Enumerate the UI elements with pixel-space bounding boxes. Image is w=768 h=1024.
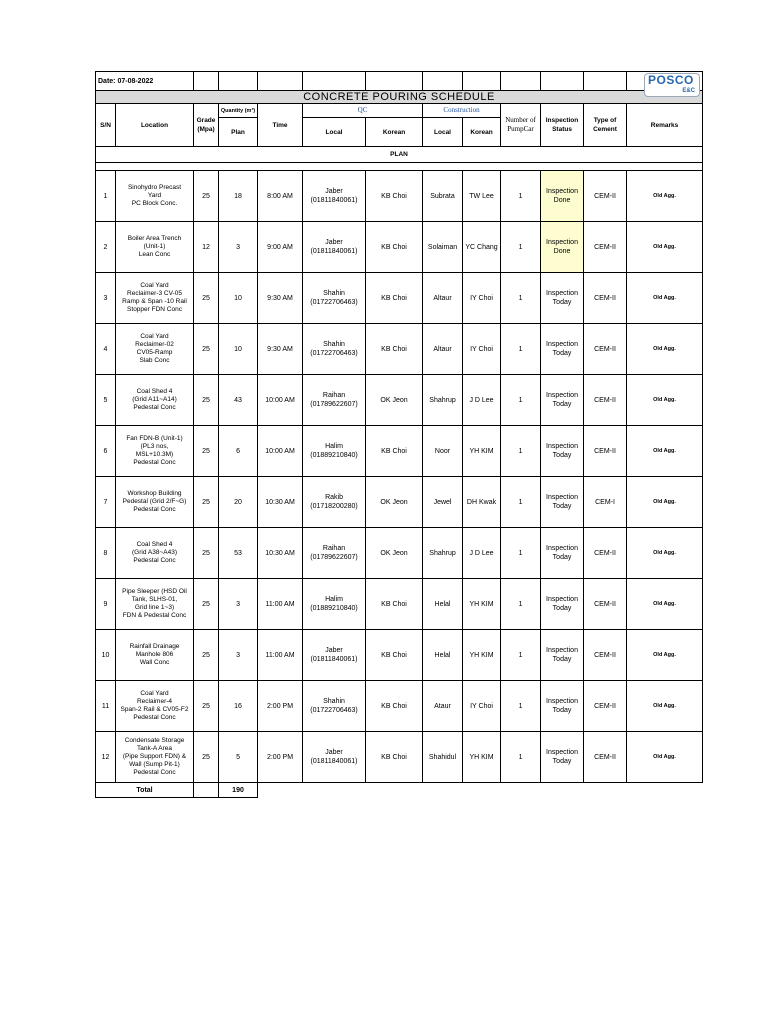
cell-remarks: Old Agg. [627,681,703,732]
cell-location-line: Tank-A Area [136,745,173,752]
cell-time: 2:00 PM [258,732,303,783]
table-row [96,273,703,324]
cell-con-local: Shahrup [423,375,463,426]
col-con-korean: Korean [463,118,501,147]
col-con-local: Local [423,118,463,147]
cell-inspection-status-line: Inspection [546,647,578,654]
cell-location-line: Pedestal (Grid 2/F~G) [122,498,187,505]
cell-pumpcar: 1 [501,579,541,630]
cell-plan: 10 [219,324,258,375]
cell-location [116,732,194,783]
cell-inspection-status [541,171,584,222]
cell-inspection-status-line: Inspection [546,341,578,348]
cell-location-line: Pedestal Conc [133,404,176,411]
cell-con-korean: YH KIM [463,426,501,477]
cell-sn: 11 [96,681,116,732]
cell-qc-korean: KB Choi [366,171,423,222]
table-row [96,579,703,630]
cell-inspection-status-line: Inspection [546,392,578,399]
cell-time: 10:00 AM [258,426,303,477]
cell-inspection-status [541,426,584,477]
cell-qc-local [303,171,366,222]
cell-con-local: Noor [423,426,463,477]
cell-inspection-status [541,579,584,630]
cell-qc-local [303,579,366,630]
cell-location [116,528,194,579]
cell-pumpcar: 1 [501,630,541,681]
col-pumpcar: Number of PumpCar [501,104,541,147]
total-label: Total [96,783,194,798]
cell-location-line: Boiler Area Trench [127,235,182,242]
table-row [96,681,703,732]
cell-cement: CEM-II [584,681,627,732]
cell-location-line: (Pipe Support FDN) & [122,753,187,760]
cell-inspection-status [541,732,584,783]
cell-qc-local-line: (01811840061) [310,656,358,663]
cell-con-korean: TW Lee [463,171,501,222]
logo-brand-text: POSCO [648,73,694,87]
total-grade-empty [194,783,219,798]
col-plan: Plan [219,118,258,147]
cell-qc-local [303,375,366,426]
cell-location-line: Pedestal Conc [133,459,176,466]
cell-sn: 9 [96,579,116,630]
cell-inspection-status [541,324,584,375]
col-sn: S/N [96,104,116,147]
cell-location-line: Span-2 Rail & CV05-F2 [120,706,189,713]
cell-qc-local [303,222,366,273]
cell-location-line: Rainfall Drainage [129,643,180,650]
cell-remarks: Old Agg. [627,375,703,426]
cell-con-korean: YH KIM [463,732,501,783]
cell-inspection-status [541,681,584,732]
cell-inspection-status [541,222,584,273]
cell-qc-korean: KB Choi [366,222,423,273]
cell-qc-local [303,273,366,324]
cell-qc-korean: KB Choi [366,681,423,732]
cell-location [116,273,194,324]
cell-inspection-status-line: Inspection [546,188,578,195]
cell-location-line: Workshop Building [127,490,182,497]
cell-time: 9:30 AM [258,324,303,375]
cell-cement: CEM-II [584,171,627,222]
cell-location [116,324,194,375]
cell-plan: 16 [219,681,258,732]
cell-qc-korean: OK Jeon [366,528,423,579]
col-grade: Grade (Mpa) [194,104,219,147]
table-row [96,375,703,426]
cell-location-line: Lean Conc [138,251,171,258]
cell-con-korean: IY Choi [463,273,501,324]
cell-qc-local-line: (01718200280) [310,503,358,510]
cell-location-line: (PL3 nos, [140,443,169,450]
cell-location-line: Tank, SLHS-01, [131,596,178,603]
cell-con-local: Altaur [423,273,463,324]
cell-inspection-status-line: Today [552,350,572,357]
cell-grade: 25 [194,324,219,375]
col-location: Location [116,104,194,147]
cell-location-line: Pedestal Conc [133,714,176,721]
cell-inspection-status-line: Today [552,707,572,714]
cell-qc-local-line: Halim [325,443,343,450]
cell-con-korean: YC Chang [463,222,501,273]
cell-location-line: Pedestal Conc [133,557,176,564]
cell-qc-korean: KB Choi [366,324,423,375]
cell-cement: CEM-II [584,579,627,630]
col-time: Time [258,104,303,147]
cell-cement: CEM-II [584,528,627,579]
cell-location-line: Coal Shed 4 [136,388,173,395]
cell-sn: 1 [96,171,116,222]
cell-location-line: Coal Yard [140,333,169,340]
cell-location [116,579,194,630]
cell-inspection-status-line: Done [553,248,571,255]
cell-location [116,477,194,528]
cell-inspection-status-line: Today [552,605,572,612]
cell-qc-korean: KB Choi [366,630,423,681]
total-row [96,783,703,798]
cell-pumpcar: 1 [501,222,541,273]
cell-sn: 4 [96,324,116,375]
cell-inspection-status-line: Inspection [546,698,578,705]
cell-grade: 25 [194,375,219,426]
cell-pumpcar: 1 [501,375,541,426]
cell-cement: CEM-II [584,273,627,324]
cell-location-line: (Grid A11~A14) [132,396,177,403]
cell-plan: 5 [219,732,258,783]
cell-con-local: Helal [423,579,463,630]
cell-inspection-status-line: Today [552,503,572,510]
cell-con-korean: YH KIM [463,630,501,681]
cell-qc-local-line: Shahin [323,341,345,348]
cell-remarks: Old Agg. [627,171,703,222]
cell-location-line: MSL+10.3M) [135,451,174,458]
cell-grade: 25 [194,273,219,324]
cell-location-line: (Grid A38~A43) [132,549,177,556]
cell-time: 9:30 AM [258,273,303,324]
spacer-row [96,163,703,171]
cell-qc-local-line: (01722706463) [310,299,358,306]
cell-remarks: Old Agg. [627,426,703,477]
cell-cement: CEM-II [584,630,627,681]
cell-time: 10:00 AM [258,375,303,426]
cell-grade: 25 [194,681,219,732]
cell-location-line: Slab Conc [139,357,170,364]
cell-qc-local-line: Shahin [323,698,345,705]
cell-con-local: Shahidul [423,732,463,783]
cell-qc-local-line: Jaber [325,188,343,195]
logo-sub-text: E&C [682,88,696,94]
cell-con-korean: J D Lee [463,528,501,579]
cell-inspection-status-line: Today [552,401,572,408]
table-row [96,171,703,222]
cell-pumpcar: 1 [501,171,541,222]
cell-pumpcar: 1 [501,273,541,324]
table-row [96,528,703,579]
page-title: CONCRETE POURING SCHEDULE [96,91,703,104]
table-row [96,732,703,783]
cell-con-korean: DH Kwak [463,477,501,528]
table-row [96,426,703,477]
cell-con-local: Helal [423,630,463,681]
cell-location-line: Reclaimer-02 [135,341,174,348]
cell-grade: 25 [194,732,219,783]
col-quantity: Quantity (m³) [219,104,258,118]
cell-qc-local [303,324,366,375]
cell-pumpcar: 1 [501,528,541,579]
cell-cement: CEM-I [584,477,627,528]
cell-plan: 10 [219,273,258,324]
cell-cement: CEM-II [584,375,627,426]
cell-pumpcar: 1 [501,681,541,732]
cell-qc-local [303,681,366,732]
col-remarks: Remarks [627,104,703,147]
cell-location-line: Pedestal Conc [133,769,176,776]
cell-inspection-status-line: Today [552,452,572,459]
cell-qc-local [303,732,366,783]
cell-plan: 3 [219,630,258,681]
cell-inspection-status-line: Done [553,197,571,204]
cell-inspection-status [541,630,584,681]
cell-remarks: Old Agg. [627,222,703,273]
cell-grade: 25 [194,528,219,579]
cell-pumpcar: 1 [501,477,541,528]
cell-location-line: FDN & Pedestal Conc [122,612,187,619]
col-qc-korean: Korean [366,118,423,147]
cell-inspection-status-line: Inspection [546,443,578,450]
cell-location-line: Yard [147,192,162,199]
cell-grade: 12 [194,222,219,273]
cell-plan: 3 [219,579,258,630]
total-plan: 190 [219,783,258,798]
cell-con-korean: YH KIM [463,579,501,630]
cell-plan: 20 [219,477,258,528]
cell-qc-local-line: Rakib [325,494,343,501]
logo-cell [627,72,703,94]
cell-location-line: Coal Yard [140,690,169,697]
cell-sn: 12 [96,732,116,783]
cell-inspection-status-line: Today [552,758,572,765]
cell-qc-korean: KB Choi [366,732,423,783]
cell-pumpcar: 1 [501,324,541,375]
cell-time: 8:00 AM [258,171,303,222]
cell-con-korean: J D Lee [463,375,501,426]
date-label: Date: 07-08-2022 [96,72,194,91]
cell-cement: CEM-II [584,222,627,273]
cell-con-korean: IY Choi [463,324,501,375]
cell-location-line: Reclaimer-4 [136,698,173,705]
cell-qc-local [303,528,366,579]
cell-inspection-status [541,528,584,579]
cell-sn: 2 [96,222,116,273]
cell-qc-local-line: Jaber [325,647,343,654]
cell-location-line: Wall Conc [139,659,170,666]
cell-remarks: Old Agg. [627,630,703,681]
cell-grade: 25 [194,171,219,222]
cell-location-line: Ramp & Span -10 Rail [122,298,187,305]
cell-location-line: Wall (Sump Pit-1) [129,761,180,768]
cell-sn: 3 [96,273,116,324]
cell-pumpcar: 1 [501,426,541,477]
cell-location-line: Manhole 806 [135,651,174,658]
cell-inspection-status [541,273,584,324]
cell-con-local: Solaiman [423,222,463,273]
cell-qc-local [303,477,366,528]
cell-location-line: Reclaimer-3 CV-05 [127,290,182,297]
cell-inspection-status-line: Inspection [546,545,578,552]
cell-sn: 10 [96,630,116,681]
cell-qc-korean: KB Choi [366,426,423,477]
table-row [96,477,703,528]
table-row [96,222,703,273]
cell-location [116,375,194,426]
cell-location-line: Coal Shed 4 [136,541,173,548]
cell-location [116,222,194,273]
cell-location-line: Coal Yard [140,282,169,289]
cell-qc-local-line: (01889210840) [310,605,358,612]
cell-con-local: Subrata [423,171,463,222]
cell-location [116,681,194,732]
cell-qc-local-line: (01811840061) [310,197,358,204]
cell-plan: 18 [219,171,258,222]
cell-location [116,171,194,222]
cell-qc-local-line: (01811840061) [310,248,358,255]
cell-qc-local [303,426,366,477]
cell-con-local: Jewel [423,477,463,528]
cell-qc-local-line: Raihan [322,392,346,399]
cell-inspection-status-line: Inspection [546,239,578,246]
cell-grade: 25 [194,579,219,630]
table-row [96,324,703,375]
col-qc-local: Local [303,118,366,147]
cell-qc-local-line: (01789622607) [310,401,358,408]
cell-qc-korean: KB Choi [366,579,423,630]
cell-time: 10:30 AM [258,528,303,579]
cell-con-local: Shahrup [423,528,463,579]
table-row [96,630,703,681]
cell-qc-local-line: Halim [325,596,343,603]
cell-inspection-status-line: Inspection [546,596,578,603]
cell-inspection-status-line: Today [552,299,572,306]
cell-inspection-status [541,375,584,426]
cell-qc-korean: KB Choi [366,273,423,324]
concrete-schedule-sheet [95,71,702,798]
cell-con-korean: IY Choi [463,681,501,732]
cell-time: 9:00 AM [258,222,303,273]
cell-remarks: Old Agg. [627,324,703,375]
cell-sn: 5 [96,375,116,426]
cell-remarks: Old Agg. [627,528,703,579]
group-construction: Construction [423,104,501,118]
cell-location-line: Condensate Storage [124,737,185,744]
cell-con-local: Ataur [423,681,463,732]
cell-location-line: Fan FDN-B (Unit-1) [126,435,183,442]
cell-cement: CEM-II [584,324,627,375]
cell-plan: 6 [219,426,258,477]
cell-cement: CEM-II [584,732,627,783]
cell-qc-local-line: (01722706463) [310,707,358,714]
cell-location-line: Pipe Sleeper (HSD Oil [122,588,187,595]
cell-inspection-status [541,477,584,528]
cell-qc-local-line: (01722706463) [310,350,358,357]
cell-remarks: Old Agg. [627,273,703,324]
cell-location [116,426,194,477]
cell-location-line: CV05-Ramp [136,349,173,356]
cell-cement: CEM-II [584,426,627,477]
cell-plan: 53 [219,528,258,579]
cell-grade: 25 [194,477,219,528]
cell-qc-local-line: Shahin [323,290,345,297]
cell-sn: 7 [96,477,116,528]
cell-grade: 25 [194,630,219,681]
cell-time: 10:30 AM [258,477,303,528]
cell-location [116,630,194,681]
cell-pumpcar: 1 [501,732,541,783]
schedule-table [95,71,703,798]
cell-inspection-status-line: Today [552,656,572,663]
cell-remarks: Old Agg. [627,477,703,528]
col-inspection: Inspection Status [541,104,584,147]
cell-time: 2:00 PM [258,681,303,732]
cell-qc-local-line: Jaber [325,749,343,756]
cell-qc-local-line: Raihan [322,545,346,552]
cell-sn: 8 [96,528,116,579]
cell-location-line: (Unit-1) [143,243,166,250]
cell-location-line: Stopper FDN Conc [127,306,182,313]
cell-plan: 3 [219,222,258,273]
cell-inspection-status-line: Today [552,554,572,561]
cell-sn: 6 [96,426,116,477]
cell-remarks: Old Agg. [627,732,703,783]
cell-qc-korean: OK Jeon [366,477,423,528]
cell-qc-local [303,630,366,681]
section-plan-label: PLAN [96,147,703,163]
cell-qc-local-line: (01789622607) [310,554,358,561]
cell-remarks: Old Agg. [627,579,703,630]
cell-con-local: Altaur [423,324,463,375]
cell-location-line: Grid line 1~3) [134,604,175,611]
col-cement: Type of Cement [584,104,627,147]
cell-inspection-status-line: Inspection [546,290,578,297]
cell-plan: 43 [219,375,258,426]
cell-location-line: Pedestal Conc [133,506,176,513]
cell-inspection-status-line: Inspection [546,494,578,501]
cell-inspection-status-line: Inspection [546,749,578,756]
cell-location-line: PC Block Conc. [131,200,178,207]
cell-grade: 25 [194,426,219,477]
cell-qc-local-line: (01889210840) [310,452,358,459]
group-qc: QC [303,104,423,118]
cell-qc-local-line: (01811840061) [310,758,358,765]
cell-qc-local-line: Jaber [325,239,343,246]
cell-time: 11:00 AM [258,630,303,681]
cell-time: 11:00 AM [258,579,303,630]
posco-logo [644,73,700,97]
cell-location-line: Sinohydro Precast [127,184,182,191]
cell-qc-korean: OK Jeon [366,375,423,426]
